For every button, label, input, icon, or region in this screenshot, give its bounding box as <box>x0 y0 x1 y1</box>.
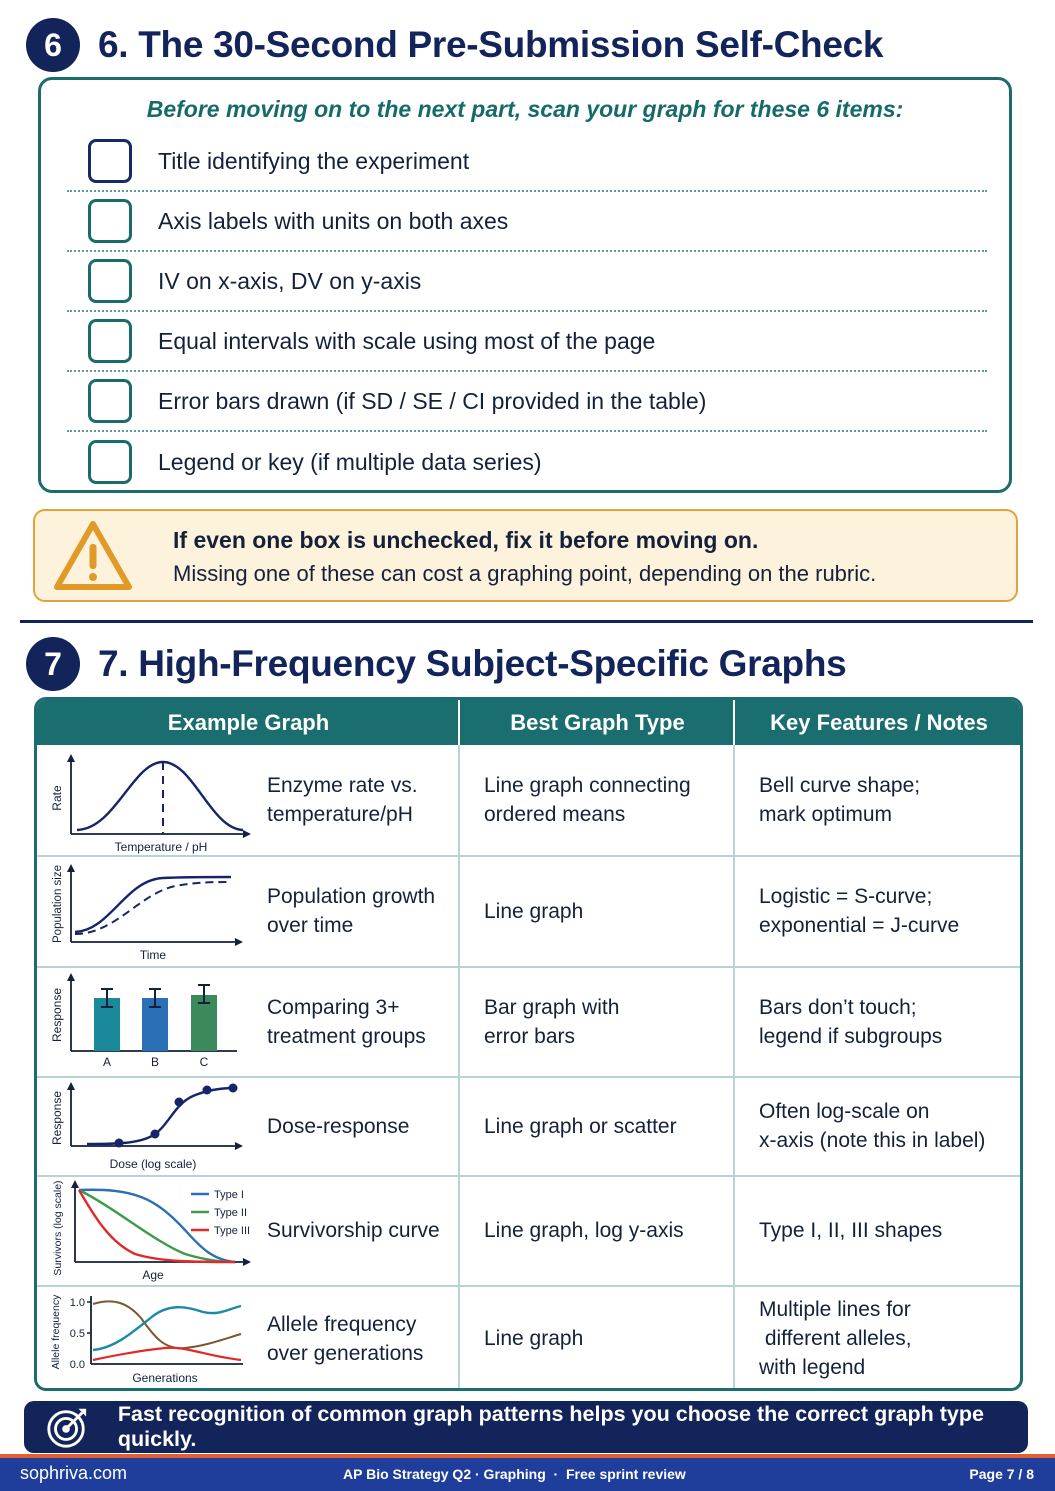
cell-line: Survivorship curve <box>267 1219 440 1242</box>
cell-notes <box>759 1077 1021 1175</box>
section7-header <box>26 637 846 691</box>
mini-xlabel: Generations <box>132 1371 198 1385</box>
cell-example <box>267 967 457 1076</box>
cell-example <box>267 1286 457 1391</box>
header-best-graph-type: Best Graph Type <box>510 709 685 735</box>
cell-line: with legend <box>759 1356 866 1379</box>
section6-number-badge: 6 <box>26 18 80 72</box>
cell-line: exponential = J-curve <box>759 914 960 937</box>
cell-line: temperature/pH <box>267 803 413 826</box>
mini-bar-label: B <box>150 1055 160 1069</box>
cell-line: Bars don’t touch; <box>759 995 917 1019</box>
checkbox-intervals[interactable] <box>88 319 132 363</box>
cell-line: mark optimum <box>759 803 893 826</box>
cell-line: over generations <box>267 1341 424 1365</box>
cell-line: Line graph <box>484 1327 584 1350</box>
mini-legend-type-i: Type I <box>214 1189 244 1201</box>
check-item-label: Legend or key (if multiple data series) <box>158 448 542 475</box>
page-footer <box>0 1454 1055 1491</box>
check-item <box>67 132 987 192</box>
cell-line: over time <box>267 914 354 937</box>
cell-notes <box>759 1176 1021 1285</box>
mini-ylabel: Population size <box>52 865 64 943</box>
check-item <box>67 372 987 432</box>
cell-line: treatment groups <box>267 1024 426 1048</box>
checkbox-iv-dv[interactable] <box>88 259 132 303</box>
mini-tick-label: 0.0 <box>69 1359 85 1371</box>
column-divider <box>733 745 735 1391</box>
cell-line: Often log-scale on <box>759 1100 930 1123</box>
header-key-features: Key Features / Notes <box>770 709 988 735</box>
cell-line: Line graph connecting <box>484 774 691 797</box>
cell-line: Allele frequency <box>267 1312 417 1336</box>
mini-xlabel: Dose (log scale) <box>109 1157 197 1171</box>
mini-chart-population-growth <box>45 860 261 966</box>
cell-line: Bell curve shape; <box>759 774 921 797</box>
cell-line: Bar graph with <box>484 995 620 1019</box>
section6-header <box>26 18 883 72</box>
cell-line: legend if subgroups <box>759 1024 943 1048</box>
footer-page-number: Page 7 / 8 <box>969 1466 1034 1482</box>
cell-notes <box>759 967 1021 1076</box>
check-item-label: Axis labels with units on both axes <box>158 207 509 234</box>
cell-line: Type I, II, III shapes <box>759 1219 943 1242</box>
tip-text: Fast recognition of common graph patterns helps you choose the correct graph type quickly. <box>117 1402 984 1451</box>
cell-line: different alleles, <box>759 1327 912 1350</box>
tip-banner <box>24 1401 1028 1453</box>
checkbox-axis-labels[interactable] <box>88 199 132 243</box>
mini-chart-treatment-bars <box>45 971 261 1077</box>
cell-graph-type <box>484 967 732 1076</box>
cell-example <box>267 1176 457 1285</box>
cell-notes <box>759 1286 1021 1391</box>
mini-chart-allele-frequency <box>45 1288 261 1391</box>
header-divider <box>458 700 460 745</box>
section7-title: 7. High-Frequency Subject-Specific Graphs <box>98 643 847 684</box>
target-arrow-icon <box>44 1402 92 1452</box>
mini-xlabel: Time <box>139 948 167 962</box>
graph-types-table <box>34 697 1023 1391</box>
warning-triangle-icon <box>53 519 133 593</box>
cell-line: Line graph <box>484 899 584 923</box>
section7-number-badge: 7 <box>26 637 80 691</box>
self-check-intro: Before moving on to the next part, scan your graph for these 6 items: <box>146 96 904 122</box>
check-item <box>67 312 987 372</box>
footer-site-link[interactable]: sophriva.com <box>20 1463 128 1483</box>
cell-line: Population growth <box>267 885 436 908</box>
mini-legend-type-ii: Type II <box>214 1207 248 1219</box>
cell-example <box>267 1077 457 1175</box>
cell-graph-type <box>484 856 732 966</box>
cell-line: Comparing 3+ <box>267 995 400 1019</box>
mini-chart-survivorship <box>45 1178 261 1284</box>
mini-tick-label: 1.0 <box>69 1297 85 1309</box>
mini-bar-label: A <box>102 1055 112 1069</box>
mini-xlabel: Age <box>142 1268 164 1282</box>
check-item-label: IV on x-axis, DV on y-axis <box>158 267 422 294</box>
cell-line: Line graph, log y-axis <box>484 1219 684 1242</box>
mini-tick-label: 0.5 <box>69 1328 85 1340</box>
mini-ylabel: Response <box>50 987 64 1043</box>
cell-line: Dose-response <box>267 1114 410 1138</box>
check-item-label: Title identifying the experiment <box>158 147 470 174</box>
mini-chart-dose-response <box>45 1078 261 1176</box>
cell-notes <box>759 745 1021 855</box>
checkbox-legend[interactable] <box>88 440 132 484</box>
cell-notes <box>759 856 1021 966</box>
cell-graph-type <box>484 1286 732 1391</box>
check-item <box>67 432 987 492</box>
mini-ylabel: Allele frequency <box>50 1294 62 1370</box>
cell-line: Multiple lines for <box>759 1298 911 1321</box>
mini-bar-label: C <box>199 1055 209 1069</box>
mini-xlabel: Temperature / pH <box>114 840 208 854</box>
mini-chart-enzyme-rate <box>45 750 261 856</box>
cell-graph-type <box>484 745 732 855</box>
check-item-label: Equal intervals with scale using most of the page <box>158 327 656 354</box>
cell-graph-type <box>484 1077 732 1175</box>
mini-ylabel: Rate <box>50 785 64 811</box>
cell-line: error bars <box>484 1024 576 1048</box>
check-item <box>67 252 987 312</box>
section6-title: 6. The 30-Second Pre-Submission Self-Check <box>98 24 884 65</box>
cell-line: Line graph or scatter <box>484 1114 677 1138</box>
checkbox-title[interactable] <box>88 139 132 183</box>
warning-callout <box>33 509 1018 602</box>
cell-example <box>267 745 457 855</box>
self-check-panel <box>38 77 1012 493</box>
cell-line: Logistic = S-curve; <box>759 885 933 908</box>
mini-ylabel: Response <box>50 1090 64 1146</box>
cell-line: Enzyme rate vs. <box>267 774 418 797</box>
check-item <box>67 192 987 252</box>
cell-line: x-axis (note this in label) <box>759 1129 986 1152</box>
section-divider <box>20 620 1033 623</box>
mini-legend-type-iii: Type III <box>214 1225 251 1237</box>
header-example-graph: Example Graph <box>167 709 330 735</box>
checkbox-error-bars[interactable] <box>88 379 132 423</box>
footer-course-label: AP Bio Strategy Q2 · Graphing · Free sprint review <box>343 1466 686 1482</box>
cell-graph-type <box>484 1176 732 1285</box>
mini-ylabel: Survivors (log scale) <box>52 1180 64 1276</box>
cell-line: ordered means <box>484 803 626 826</box>
header-divider <box>733 700 735 745</box>
cell-example <box>267 856 457 966</box>
check-item-label: Error bars drawn (if SD / SE / CI provided in the table) <box>158 387 707 414</box>
warning-line-2: Missing one of these can cost a graphing point, depending on the rubric. <box>173 561 877 586</box>
column-divider <box>458 745 460 1391</box>
warning-line-1: If even one box is unchecked, fix it before moving on. <box>173 527 759 553</box>
